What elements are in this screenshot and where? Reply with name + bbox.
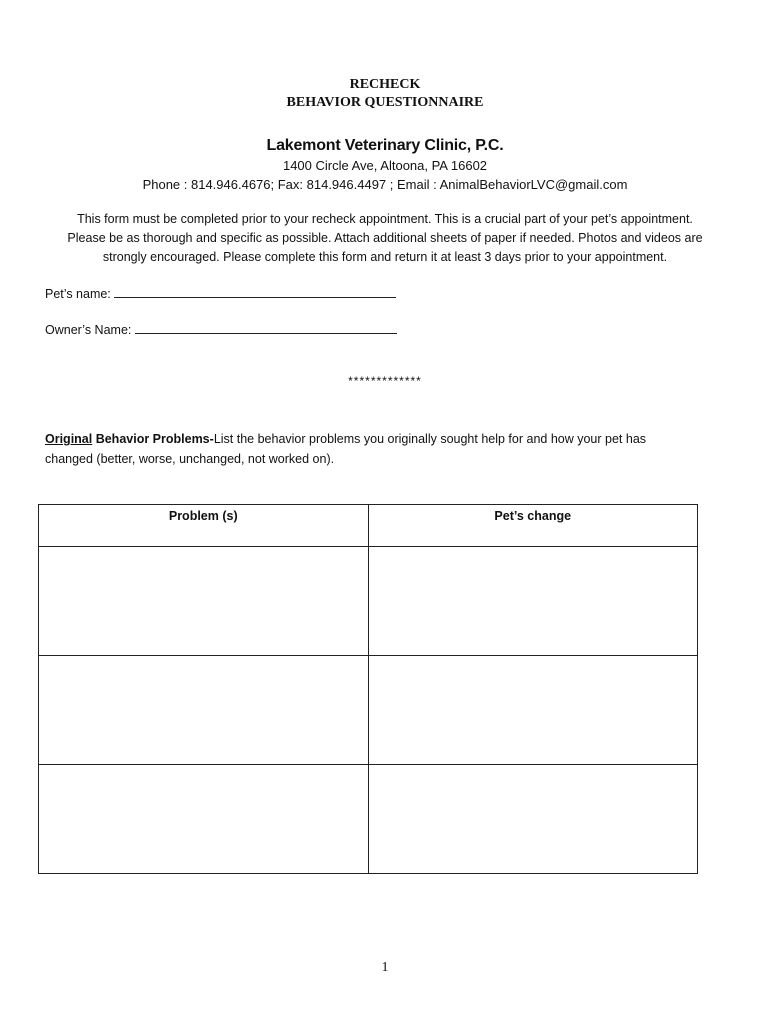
table-row xyxy=(39,765,698,874)
change-cell[interactable] xyxy=(368,547,698,656)
section-separator: ************* xyxy=(348,374,422,388)
owner-name-label: Owner’s Name: xyxy=(45,323,135,337)
instructions-line: Please be as thorough and specific as possible. Attach additional sheets of paper if needed. Photos and videos are xyxy=(67,231,703,245)
clinic-address: 1400 Circle Ave, Altoona, PA 16602 xyxy=(282,158,488,173)
change-cell[interactable] xyxy=(368,656,698,765)
instructions-line: strongly encouraged. Please complete this form and return it at least 3 days prior to your appointment. xyxy=(102,250,668,264)
clinic-contact: Phone : 814.946.4676; Fax: 814.946.4497 ; Email : AnimalBehaviorLVC@gmail.com xyxy=(142,177,628,192)
pets-change-column-header: Pet’s change xyxy=(368,505,698,547)
owner-name-blank[interactable] xyxy=(135,321,397,334)
clinic-name: Lakemont Veterinary Clinic, P.C. xyxy=(266,137,504,154)
table-header-row xyxy=(39,505,698,547)
table-row xyxy=(39,656,698,765)
pet-name-field xyxy=(45,285,396,301)
pet-name-label: Pet’s name: xyxy=(45,287,115,301)
problem-cell[interactable] xyxy=(39,765,369,874)
problem-cell[interactable] xyxy=(39,656,369,765)
original-behavior-problems-heading xyxy=(45,429,695,469)
behavior-problems-table xyxy=(38,504,698,874)
problem-column-header: Problem (s) xyxy=(39,505,369,547)
instructions-line: This form must be completed prior to your recheck appointment. This is a crucial part of your pet’s appointment. xyxy=(77,212,693,226)
section-heading-bold: Behavior Problems- xyxy=(92,432,214,446)
change-cell[interactable] xyxy=(368,765,698,874)
problem-cell[interactable] xyxy=(39,547,369,656)
form-title-line2: BEHAVIOR QUESTIONNAIRE xyxy=(286,95,484,110)
table-row xyxy=(39,547,698,656)
section-heading-underlined: Original xyxy=(45,432,93,446)
form-title-line1: RECHECK xyxy=(349,77,421,92)
section-heading-text: List the behavior problems you originally sought help for and how your pet has changed (better, worse, unchanged, not worked on). xyxy=(45,432,647,466)
owner-name-field xyxy=(45,321,397,337)
page-number: 1 xyxy=(381,960,389,975)
pet-name-blank[interactable] xyxy=(114,285,396,298)
instructions-paragraph xyxy=(40,210,730,267)
